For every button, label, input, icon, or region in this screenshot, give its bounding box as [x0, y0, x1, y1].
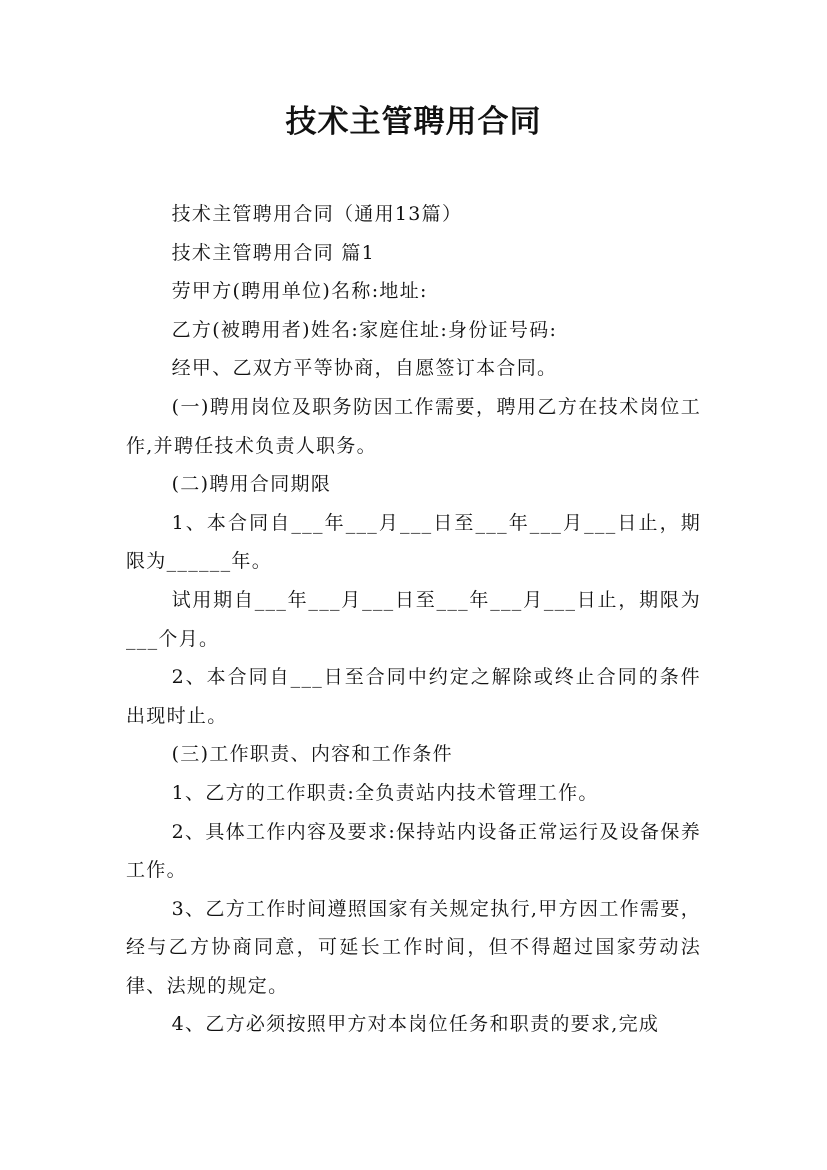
paragraph-duty: 1、乙方的工作职责:全负责站内技术管理工作。: [171, 781, 599, 804]
paragraph-work-time: 3、乙方工作时间遵照国家有关规定执行,甲方因工作需要，经与乙方协商同意，可延长工作时间，但不得超过国家劳动法律、法规的规定。: [126, 897, 701, 997]
paragraph-term: 1、本合同自___年___月___日至___年___月___日止，期限为______年。: [126, 511, 701, 573]
document-title: 技术主管聘用合同: [285, 104, 542, 140]
paragraph-section-3-heading: (三)工作职责、内容和工作条件: [171, 743, 453, 766]
paragraph-term-end: 2、本合同自___日至合同中约定之解除或终止合同的条件出现时止。: [126, 666, 701, 727]
paragraph-requirements: 4、乙方必须按照甲方对本岗位任务和职责的要求,完成: [171, 1013, 660, 1036]
paragraph-party-a: 劳甲方(聘用单位)名称:地址:: [171, 280, 428, 303]
paragraph-work-content: 2、具体工作内容及要求:保持站内设备正常运行及设备保养工作。: [126, 820, 701, 882]
paragraph-agreement: 经甲、乙双方平等协商，自愿签订本合同。: [171, 357, 558, 380]
paragraph-party-b: 乙方(被聘用者)姓名:家庭住址:身份证号码:: [171, 318, 558, 341]
paragraph-section-2-heading: (二)聘用合同期限: [171, 473, 332, 496]
paragraph-probation: 试用期自___年___月___日至___年___月___日止，期限为___个月。: [126, 588, 701, 650]
paragraph-article-1-heading: 技术主管聘用合同 篇1: [171, 241, 376, 264]
paragraph-contract-heading: 技术主管聘用合同（通用13篇）: [171, 203, 463, 225]
document-body: [126, 195, 701, 1044]
paragraph-section-1: (一)聘用岗位及职务防因工作需要，聘用乙方在技术岗位工作,并聘任技术负责人职务。: [126, 395, 701, 457]
